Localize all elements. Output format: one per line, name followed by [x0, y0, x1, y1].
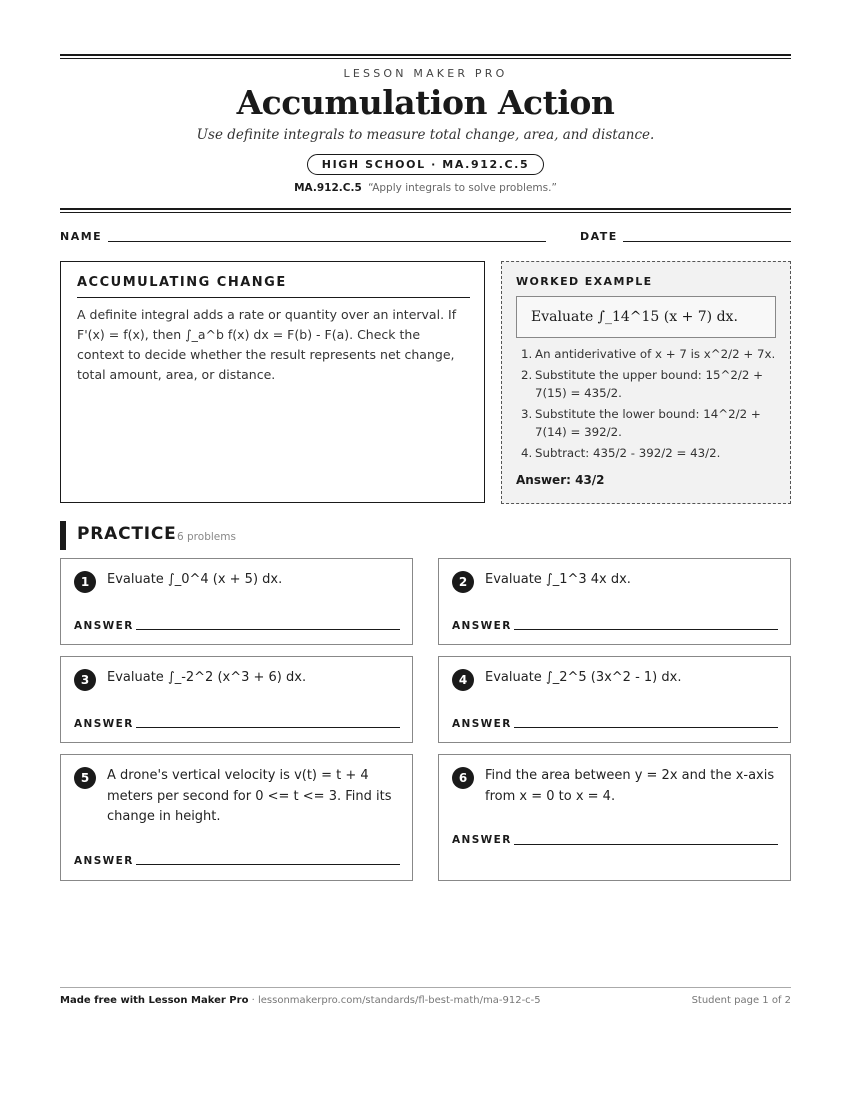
problem-text: Evaluate ∫_2^5 (3x^2 - 1) dx. — [485, 670, 682, 685]
worked-example-step: 4. Subtract: 435/2 - 392/2 = 43/2. — [521, 446, 721, 460]
answer-label: ANSWER — [74, 855, 134, 867]
page-title: Accumulation Action — [236, 83, 615, 122]
worksheet-page — [60, 0, 791, 1100]
answer-line[interactable] — [136, 864, 400, 865]
problem-card-1 — [60, 558, 413, 645]
date-label: DATE — [580, 230, 618, 243]
problem-card-2 — [438, 558, 791, 645]
page-subtitle: Use definite integrals to measure total change, area, and distance. — [196, 127, 655, 143]
problem-number-badge: 3 — [74, 669, 96, 691]
problem-text: Evaluate ∫_0^4 (x + 5) dx. — [107, 572, 283, 587]
problem-number-badge: 6 — [452, 767, 474, 789]
answer-label: ANSWER — [452, 620, 512, 632]
worked-example-box — [501, 261, 791, 504]
problem-number-badge: 1 — [74, 571, 96, 593]
concept-box — [60, 261, 485, 503]
worked-example-steps — [516, 345, 778, 465]
top-double-rule — [60, 54, 791, 59]
problem-number-badge: 2 — [452, 571, 474, 593]
answer-label: ANSWER — [74, 620, 134, 632]
name-label: NAME — [60, 230, 103, 243]
standard-quote: “Apply integrals to solve problems.” — [368, 182, 557, 194]
answer-line[interactable] — [136, 727, 400, 728]
practice-title: PRACTICE — [77, 524, 177, 544]
practice-count: 6 problems — [177, 531, 236, 543]
footer-page-number: Student page 1 of 2 — [691, 995, 791, 1006]
answer-line[interactable] — [514, 844, 778, 845]
footer-divider — [60, 987, 791, 988]
grade-standard-badge: HIGH SCHOOL · MA.912.C.5 — [307, 154, 544, 175]
worked-example-step: 3. Substitute the lower bound: 14^2/2 + 7(14) = 392/2. — [521, 407, 761, 439]
problem-card-6 — [438, 754, 791, 881]
problem-text: Evaluate ∫_-2^2 (x^3 + 6) dx. — [107, 670, 307, 685]
answer-line[interactable] — [136, 629, 400, 630]
name-input-line[interactable] — [108, 241, 546, 242]
problem-card-3 — [60, 656, 413, 743]
concept-body: A definite integral adds a rate or quantity over an interval. If F'(x) = f(x), then ∫_a^b f(x) dx = F(b) - F(a). Check the context to decide whether the result represents net change, total amount, area, or distance. — [77, 307, 457, 382]
answer-label: ANSWER — [452, 834, 512, 846]
worked-example-problem: Evaluate ∫_14^15 (x + 7) dx. — [516, 296, 776, 338]
problem-text: A drone's vertical velocity is v(t) = t + 4 meters per second for 0 <= t <= 3. Find its change in height. — [107, 768, 392, 824]
answer-label: ANSWER — [74, 718, 134, 730]
header-bottom-double-rule — [60, 208, 791, 213]
worked-example-step: 2. Substitute the upper bound: 15^2/2 + 7(15) = 435/2. — [521, 368, 764, 400]
problem-number-badge: 5 — [74, 767, 96, 789]
badge-wrapper — [60, 153, 791, 175]
problem-card-5 — [60, 754, 413, 881]
footer-credit — [60, 995, 541, 1006]
answer-label: ANSWER — [452, 718, 512, 730]
answer-line[interactable] — [514, 727, 778, 728]
standard-code: MA.912.C.5 — [294, 182, 362, 194]
footer-made-with: Made free with Lesson Maker Pro — [60, 995, 249, 1006]
worked-example-title: WORKED EXAMPLE — [516, 275, 653, 288]
worked-example-answer: Answer: 43/2 — [516, 473, 605, 487]
footer-url[interactable]: · lessonmakerpro.com/standards/fl-best-math/ma-912-c-5 — [248, 995, 541, 1006]
concept-title: ACCUMULATING CHANGE — [77, 275, 287, 290]
problem-card-4 — [438, 656, 791, 743]
answer-line[interactable] — [514, 629, 778, 630]
worked-example-step: 1. An antiderivative of x + 7 is x^2/2 + 7x. — [521, 347, 776, 361]
practice-accent-bar — [60, 521, 66, 550]
standard-line — [60, 182, 791, 194]
concept-divider — [77, 297, 470, 298]
date-input-line[interactable] — [623, 241, 791, 242]
brand-label: LESSON MAKER PRO — [343, 67, 508, 80]
problem-number-badge: 4 — [452, 669, 474, 691]
problem-text: Find the area between y = 2x and the x-axis from x = 0 to x = 4. — [485, 768, 775, 804]
problem-text: Evaluate ∫_1^3 4x dx. — [485, 572, 631, 587]
